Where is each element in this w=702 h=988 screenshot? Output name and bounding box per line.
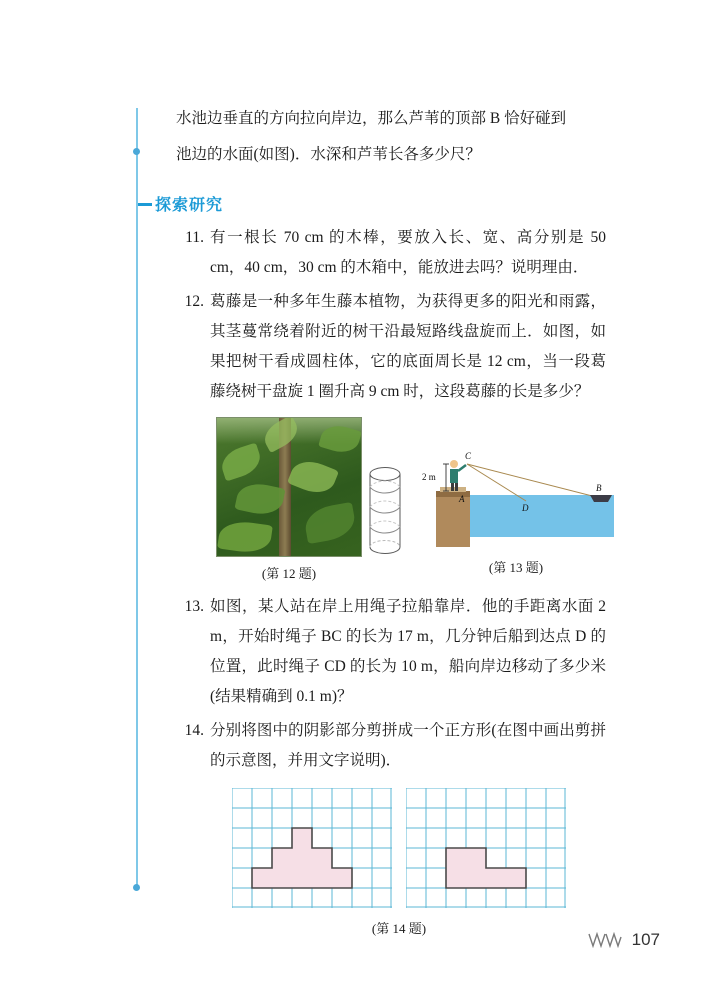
photo-leaf (218, 443, 265, 482)
item-text: 分别将图中的阴影部分剪拼成一个正方形(在图中画出剪拼的示意图，并用文字说明)． (210, 722, 606, 769)
page-footer (588, 930, 660, 950)
section-heading-label: 探索研究 (155, 197, 224, 214)
cylinder-svg (368, 465, 402, 557)
section-heading (138, 192, 606, 215)
photo-leaf (234, 480, 285, 519)
figure-row (216, 417, 606, 582)
grid-right-svg (406, 788, 566, 908)
dash-icon (138, 203, 152, 206)
intro-paragraph (176, 104, 606, 170)
page-content (155, 104, 606, 937)
figure-13 (418, 417, 614, 576)
boat-scene (418, 439, 614, 547)
svg-text:D: D (522, 503, 529, 513)
item-number: 12. (184, 293, 204, 310)
left-decorative-rule (136, 108, 138, 890)
intro-line-1: 水池边垂直的方向拉向岸边，那么芦苇的顶部 B 恰好碰到 (176, 110, 567, 127)
item-number: 14. (184, 722, 204, 739)
item-text: 葛藤是一种多年生藤本植物，为获得更多的阳光和雨露，其茎蔓常绕着附近的树干沿最短路线盘旋而上．如图，如果把树干看成圆柱体，它的底面周长是 12 cm，当一段葛藤绕树干盘旋 1 圈升高 9 cm 时，这段葛藤的长是多少？ (210, 293, 606, 400)
figure-12-caption: (第 12 题) (261, 566, 317, 581)
figure-12 (216, 417, 402, 582)
item-text: 如图，某人站在岸上用绳子拉船靠岸．他的手距离水面 2 m，开始时绳子 BC 的长为 17 m，几分钟后船到达点 D 的位置，此时绳子 CD 的长为 10 m，船向岸边移动了多少米(结果精确到 0.1 m)？ (210, 598, 606, 705)
exercise-item-12 (176, 287, 606, 407)
rule-dot-bottom (133, 884, 140, 891)
grid-right (406, 788, 566, 908)
intro-line-2: 池边的水面(如图)．水深和芦苇长各多少尺？ (176, 146, 481, 163)
grid-figures (232, 788, 606, 908)
photo-leaf (287, 455, 339, 499)
svg-text:A: A (459, 494, 465, 504)
svg-text:C: C (465, 451, 472, 461)
photo-leaf (302, 502, 357, 544)
item-number: 13. (184, 598, 204, 615)
cylinder-diagram (368, 465, 402, 557)
exercise-item-14 (176, 716, 606, 776)
grid-left-svg (232, 788, 392, 908)
figure-14-caption: (第 14 题) (371, 921, 427, 936)
figure-13-caption: (第 13 题) (488, 560, 544, 575)
rule-dot-top (133, 148, 140, 155)
exercise-item-11 (176, 223, 606, 283)
svg-text:B: B (596, 483, 602, 493)
footer-ornament-icon (588, 932, 622, 948)
page-number: 107 (631, 930, 660, 949)
kudzu-photo (216, 417, 362, 557)
item-text: 有一根长 70 cm 的木棒，要放入长、宽、高分别是 50 cm，40 cm，30 cm 的木箱中，能放进去吗？说明理由． (210, 229, 606, 276)
item-number: 11. (185, 229, 204, 246)
svg-text:2 m: 2 m (422, 472, 436, 482)
boat-scene-svg (418, 439, 614, 547)
grid-left (232, 788, 392, 908)
exercise-item-13 (176, 592, 606, 712)
figure-14 (232, 788, 606, 937)
photo-leaf (217, 519, 273, 556)
